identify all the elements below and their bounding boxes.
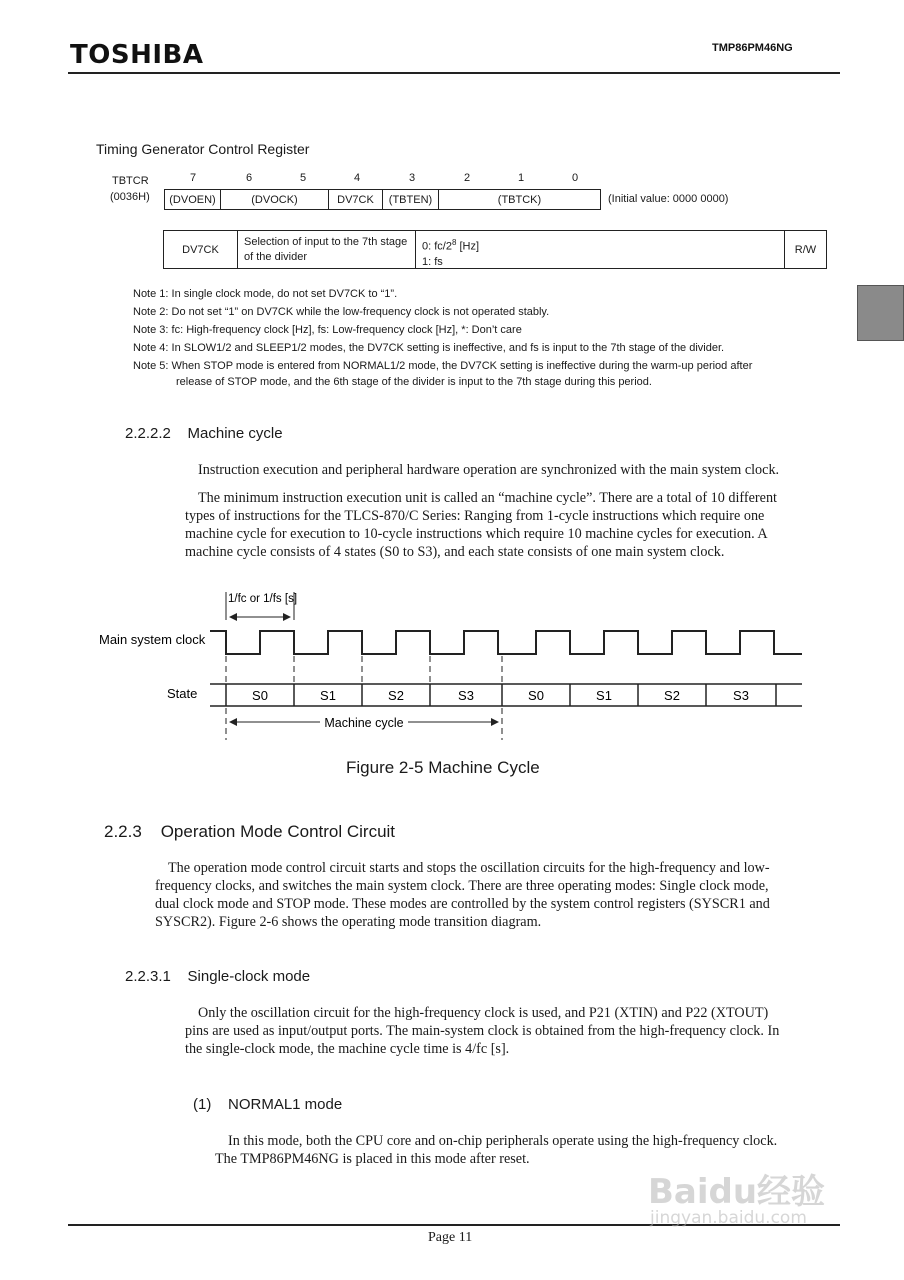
part-number: TMP86PM46NG [712, 42, 793, 54]
paragraph: Instruction execution and peripheral hardware operation are synchronized with the main system clock. [198, 462, 780, 478]
detail-option-1: 1: fs [422, 255, 443, 268]
paragraph-line: The operation mode control circuit starts and stops the oscillation circuits for the high-frequency and low- [168, 860, 770, 876]
note-1: Note 1: In single clock mode, do not set DV7CK to “1”. [133, 288, 398, 300]
state-dividers [226, 684, 776, 706]
field-dvoen: (DVOEN) [164, 189, 221, 210]
detail-name: DV7CK [163, 230, 238, 269]
bit-number: 2 [464, 172, 471, 184]
chapter-tab [857, 285, 904, 341]
header-rule [68, 72, 840, 74]
state-cell: S1 [596, 688, 612, 703]
section-heading-normal1: (1) NORMAL1 mode [193, 1096, 343, 1113]
paragraph-line: Only the oscillation circuit for the high-frequency clock is used, and P21 (XTIN) and P22 (XTOUT) [198, 1005, 769, 1021]
bit-number: 7 [190, 172, 197, 184]
note-5-continued: release of STOP mode, and the 6th stage of the divider is input to the 7th stage during this period. [176, 376, 652, 388]
watermark-logo: Baidu经验 [648, 1172, 826, 1212]
paragraph-line: In this mode, both the CPU core and on-chip peripherals operate using the high-frequency clock. [228, 1133, 778, 1149]
field-tbtck: (TBTCK) [438, 189, 601, 210]
bit-number: 5 [300, 172, 307, 184]
section-heading-single-clock: 2.2.3.1 Single-clock mode [125, 968, 311, 985]
bit-number: 4 [354, 172, 361, 184]
paragraph-line: frequency clocks, and switches the main system clock. There are three operating modes: Single clock mode, [155, 878, 769, 894]
detail-description [237, 230, 416, 269]
detail-description-line1: Selection of input to the 7th stage [244, 236, 408, 248]
cycle-label: Machine cycle [324, 716, 404, 730]
paragraph-line: pins are used as input/output ports. The main-system clock is obtained from the high-frequency clock. In [185, 1023, 780, 1039]
state-cell: S2 [388, 688, 404, 703]
detail-access: R/W [784, 230, 827, 269]
state-cell: S2 [664, 688, 680, 703]
paragraph-line: The TMP86PM46NG is placed in this mode after reset. [215, 1151, 530, 1167]
state-cell: S3 [733, 688, 749, 703]
clock-label: Main system clock [99, 632, 206, 647]
state-cell: S3 [458, 688, 474, 703]
state-cell: S0 [528, 688, 544, 703]
bit-number: 6 [246, 172, 253, 184]
paragraph-line: machine cycle for execution to 10-cycle instructions which require 10 machine cycles for execution. A [185, 526, 768, 542]
paragraph-line: dual clock mode and STOP mode. These modes are controlled by the system control registers (SYSCR1 and [155, 896, 770, 912]
state-cell: S0 [252, 688, 268, 703]
paragraph-line: The minimum instruction execution unit is called an “machine cycle”. There are a total of 10 different [198, 490, 777, 506]
field-tbten: (TBTEN) [382, 189, 439, 210]
field-dvock: (DVOCK) [220, 189, 329, 210]
period-label: 1/fc or 1/fs [s] [228, 593, 298, 605]
clock-waveform [210, 631, 802, 654]
initial-value: (Initial value: 0000 0000) [608, 193, 729, 205]
paragraph-line: machine cycle consists of 4 states (S0 to S3), and each state consists of one main system clock. [185, 544, 725, 560]
bit-number: 3 [409, 172, 416, 184]
detail-options [415, 230, 785, 269]
register-name: TBTCR [112, 175, 149, 187]
state-label: State [167, 686, 198, 701]
watermark-url: jingyan.baidu.com [650, 1208, 807, 1228]
field-dv7ck: DV7CK [328, 189, 383, 210]
paragraph-line: types of instructions for the TLCS-870/C Series: Ranging from 1-cycle instructions which require one [185, 508, 765, 524]
page-number: Page 11 [428, 1230, 473, 1245]
note-4: Note 4: In SLOW1/2 and SLEEP1/2 modes, the DV7CK setting is ineffective, and fs is input to the 7th stage of the divider. [133, 342, 725, 354]
paragraph-line: SYSCR2). Figure 2-6 shows the operating mode transition diagram. [155, 914, 542, 930]
note-3: Note 3: fc: High-frequency clock [Hz], fs: Low-frequency clock [Hz], *: Don’t care [133, 324, 522, 336]
paragraph-line: the single-clock mode, the machine cycle time is 4/fc [s]. [185, 1041, 510, 1057]
detail-option-0: 0: $fc/2^8$ [Hz] [422, 238, 480, 253]
note-5: Note 5: When STOP mode is entered from NORMAL1/2 mode, the DV7CK setting is ineffective during the warm-up period after [133, 360, 753, 372]
bit-number: 0 [572, 172, 579, 184]
register-address: (0036H) [110, 191, 150, 203]
section-heading-machine-cycle: 2.2.2.2 Machine cycle [125, 425, 283, 442]
note-2: Note 2: Do not set “1” on DV7CK while the low-frequency clock is not operated stably. [133, 306, 550, 318]
figure-caption: Figure 2-5 Machine Cycle [346, 758, 540, 777]
bit-number: 1 [518, 172, 525, 184]
toshiba-logo: TOSHIBA [70, 40, 204, 70]
detail-description-line2: of the divider [244, 251, 307, 263]
register-title: Timing Generator Control Register [96, 141, 310, 157]
state-cell: S1 [320, 688, 336, 703]
timing-diagram [0, 580, 904, 750]
section-heading-operation-mode: 2.2.3 Operation Mode Control Circuit [104, 822, 396, 841]
